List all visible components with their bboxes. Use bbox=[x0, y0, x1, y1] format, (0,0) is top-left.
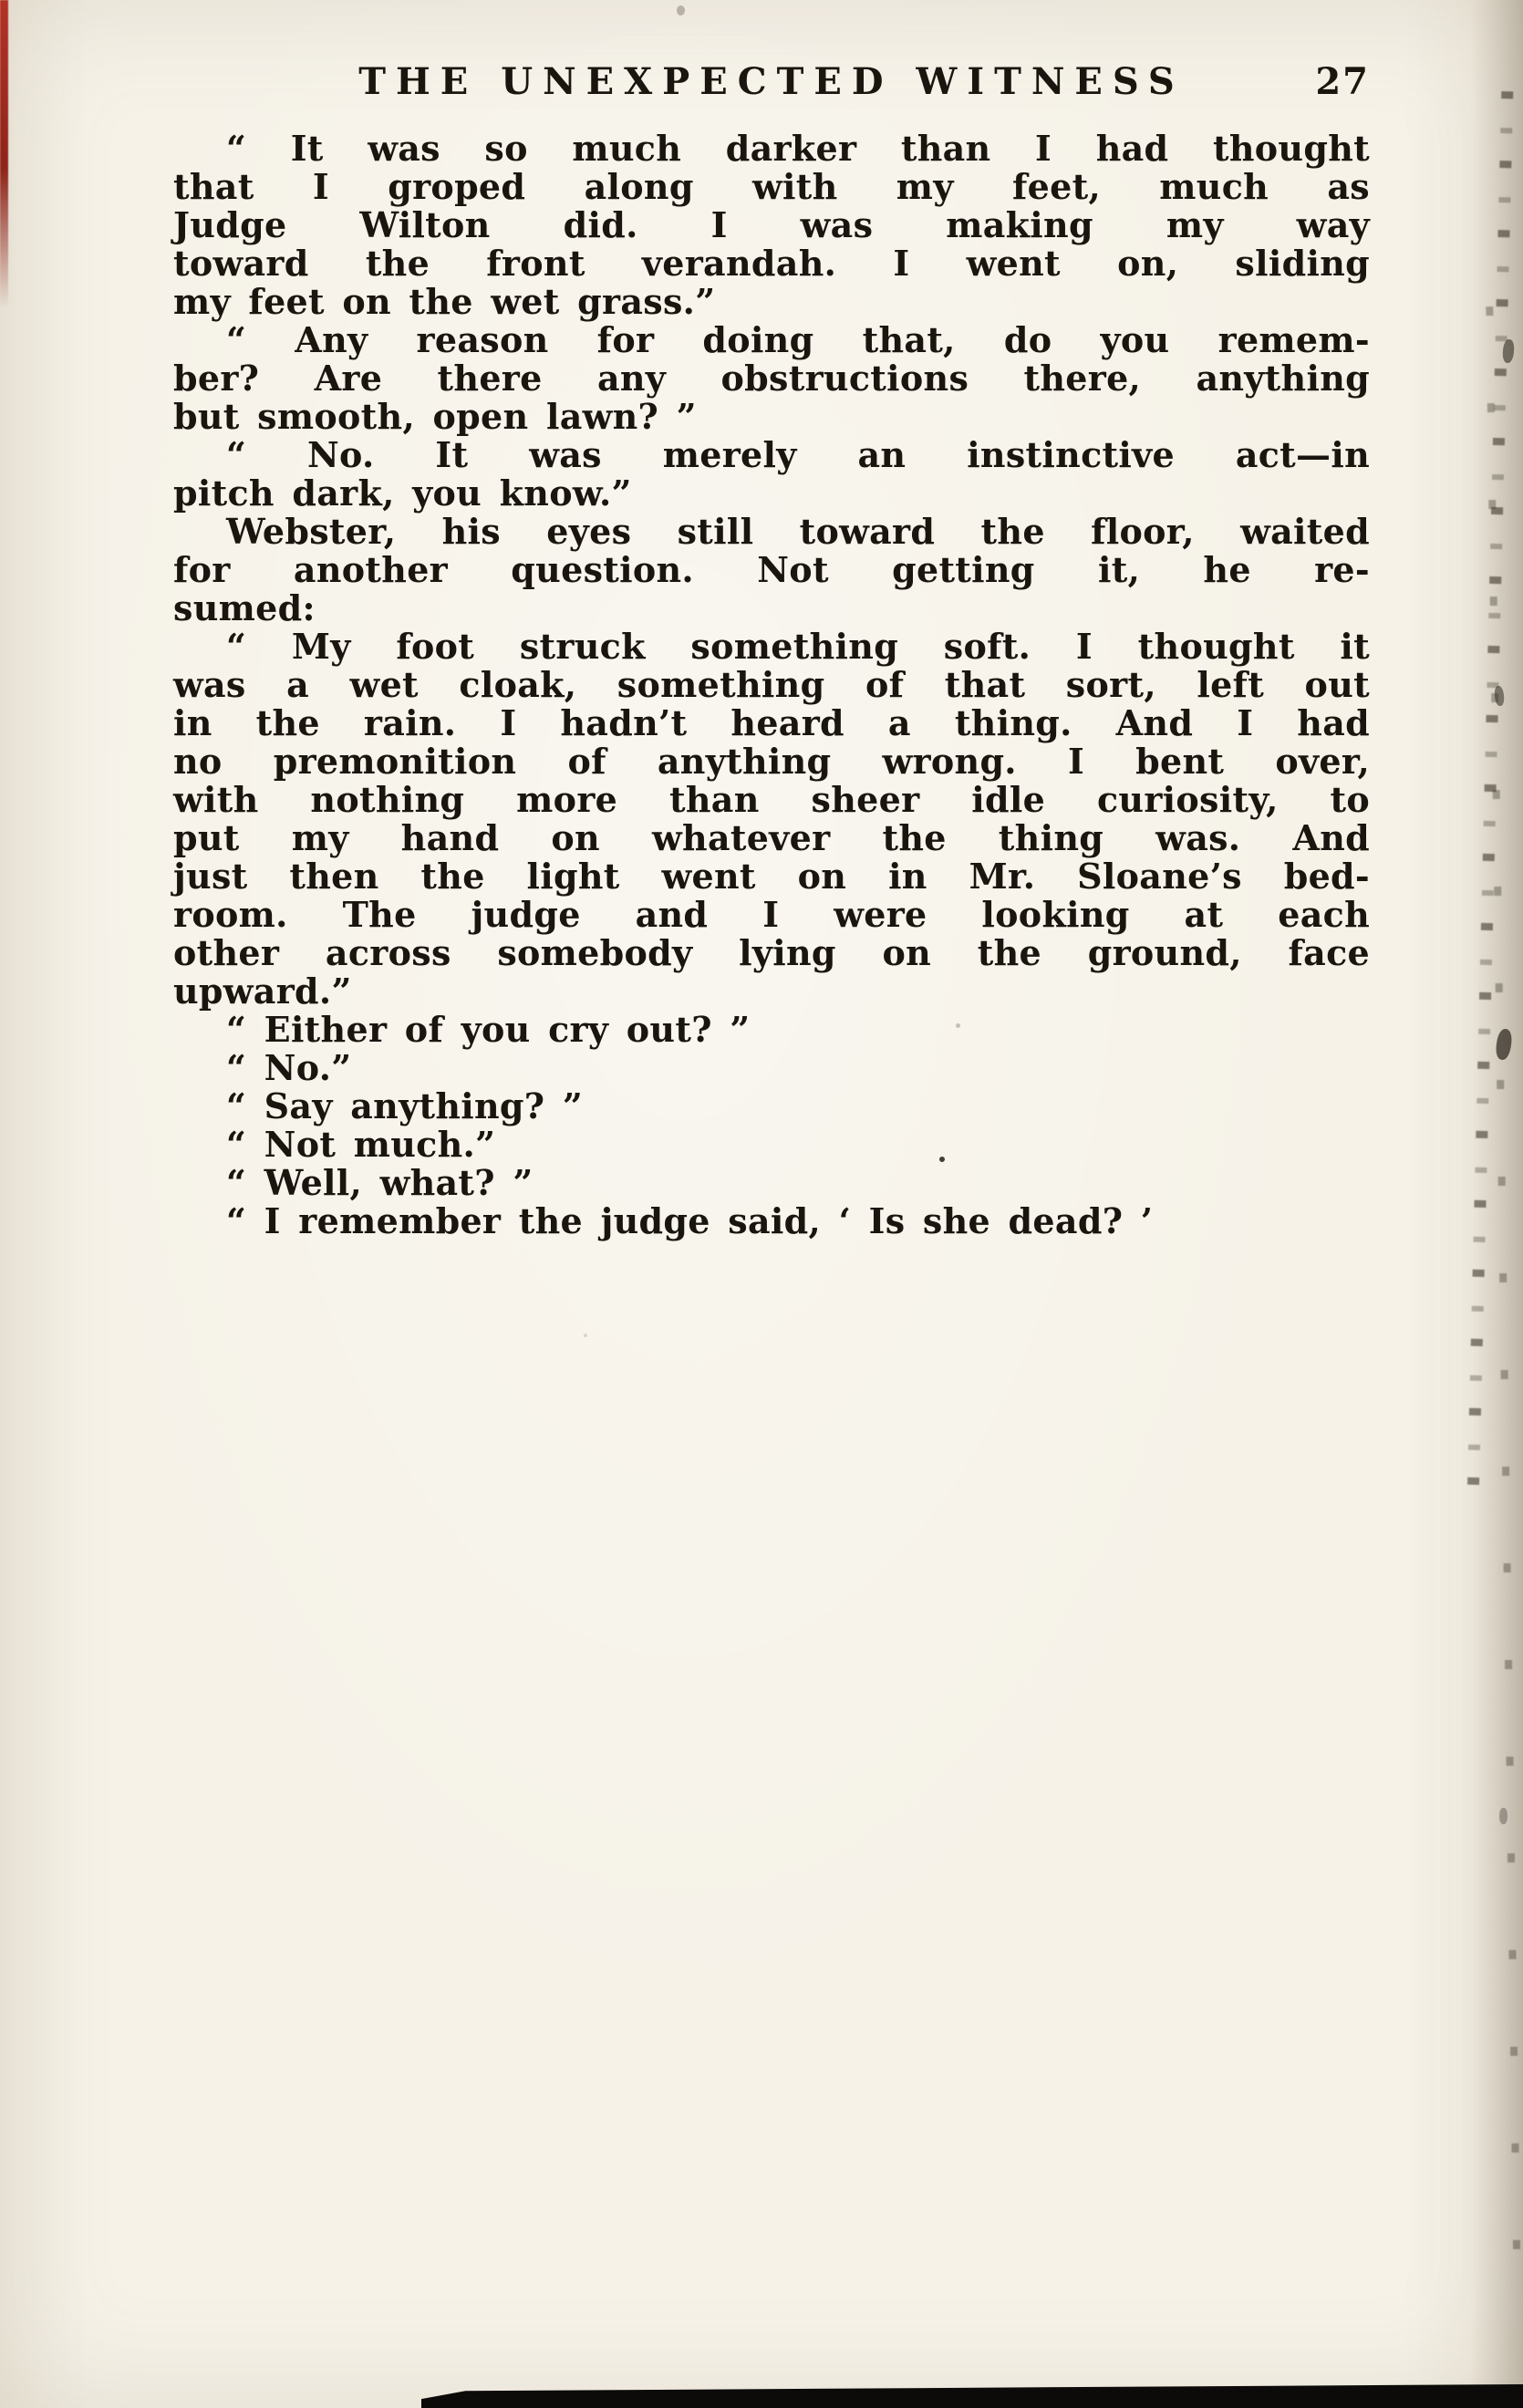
scan-blotch bbox=[1495, 1028, 1514, 1061]
text-line: upward.” bbox=[173, 970, 352, 1012]
text-line: sumed: bbox=[173, 587, 316, 628]
scan-blotch bbox=[1499, 1808, 1507, 1824]
text-line: “ No.” bbox=[226, 1047, 352, 1088]
paragraph bbox=[173, 1202, 1370, 1240]
text-line: my feet on the wet grass.” bbox=[173, 281, 716, 322]
text-line: but smooth, open lawn? ” bbox=[173, 396, 697, 437]
text-line: just then the light went on in Mr. Sloane’s bed- bbox=[173, 856, 1370, 897]
text-line: “ No. It was merely an instinctive act—in bbox=[226, 434, 1370, 475]
text-line: that I groped along with my feet, much as bbox=[173, 166, 1370, 207]
paragraph bbox=[173, 321, 1370, 436]
scan-bottom-black-bar bbox=[421, 2384, 1523, 2408]
text-line: “ Not much.” bbox=[226, 1124, 496, 1165]
text-line: with nothing more than sheer idle curiosity, to bbox=[173, 779, 1370, 820]
paragraph bbox=[173, 130, 1370, 321]
text-line: “ It was so much darker than I had thought bbox=[226, 128, 1370, 169]
scan-right-edge-artifacts bbox=[1470, 0, 1523, 2408]
scan-speck bbox=[584, 1334, 587, 1337]
text-line: “ My foot struck something soft. I thought it bbox=[226, 626, 1370, 667]
text-line: room. The judge and I were looking at each bbox=[173, 894, 1370, 935]
scan-speck bbox=[677, 5, 685, 16]
text-line: put my hand on whatever the thing was. And bbox=[173, 817, 1370, 858]
running-head bbox=[173, 60, 1370, 104]
text-line: ber? Are there any obstructions there, anything bbox=[173, 358, 1370, 399]
text-line: toward the front verandah. I went on, sliding bbox=[173, 243, 1370, 284]
chapter-title: THE UNEXPECTED WITNESS bbox=[358, 60, 1185, 103]
scan-red-edge-mark bbox=[0, 0, 8, 308]
text-line: “ I remember the judge said, ‘ Is she dead? ’ bbox=[226, 1200, 1154, 1241]
text-line: “ Any reason for doing that, do you remem- bbox=[226, 319, 1370, 360]
text-line: other across somebody lying on the ground, face bbox=[173, 932, 1370, 973]
text-line: was a wet cloak, something of that sort, left out bbox=[173, 664, 1370, 705]
text-line: “ Either of you cry out? ” bbox=[226, 1009, 751, 1050]
text-line: no premonition of anything wrong. I bent over, bbox=[173, 741, 1370, 782]
paragraph bbox=[173, 1164, 1370, 1202]
paragraph bbox=[173, 513, 1370, 628]
paragraph bbox=[173, 628, 1370, 1011]
paragraph bbox=[173, 1011, 1370, 1049]
paragraph bbox=[173, 436, 1370, 513]
page-number: 27 bbox=[1315, 60, 1370, 103]
paragraph bbox=[173, 1126, 1370, 1164]
text-line: in the rain. I hadn’t heard a thing. And I had bbox=[173, 702, 1370, 743]
paragraph bbox=[173, 1087, 1370, 1126]
scan-blotch bbox=[1494, 686, 1505, 707]
scan-blotch bbox=[1502, 339, 1515, 364]
text-line: pitch dark, you know.” bbox=[173, 472, 632, 514]
text-body bbox=[173, 130, 1370, 1240]
text-line: Webster, his eyes still toward the floor, waited bbox=[226, 511, 1370, 552]
text-line: for another question. Not getting it, he re- bbox=[173, 549, 1370, 590]
paragraph bbox=[173, 1049, 1370, 1087]
text-line: “ Well, what? ” bbox=[226, 1162, 534, 1203]
text-line: Judge Wilton did. I was making my way bbox=[173, 204, 1370, 245]
text-line: “ Say anything? ” bbox=[226, 1085, 584, 1126]
